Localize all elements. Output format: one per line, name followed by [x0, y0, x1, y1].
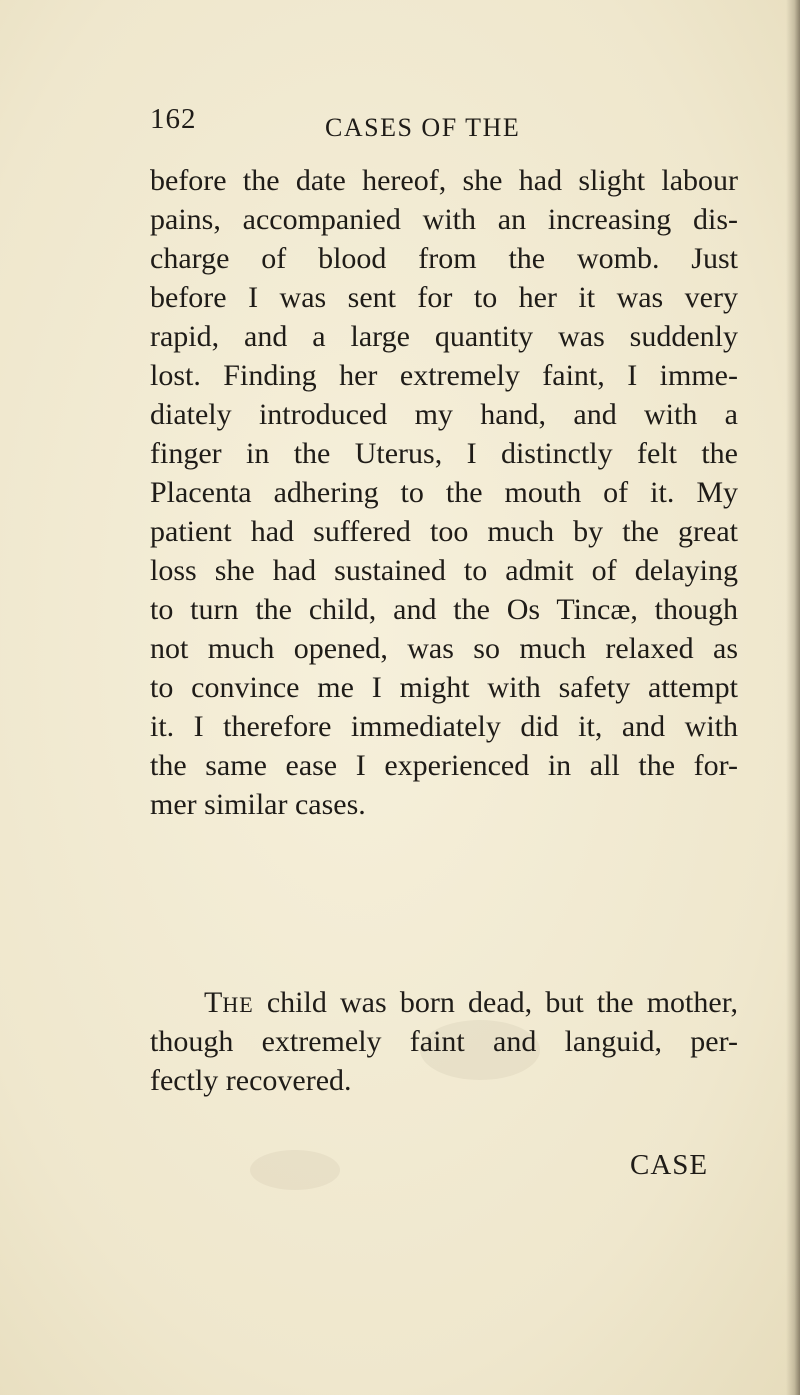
paragraph-2	[150, 983, 738, 1100]
text-line: diately introduced my hand, and with a	[150, 398, 738, 431]
text-line: to turn the child, and the Os Tincæ, though	[150, 593, 738, 626]
page-edge-shadow	[786, 0, 800, 1395]
text-line: the same ease I experienced in all the for-	[150, 749, 738, 782]
text-line: rapid, and a large quantity was suddenly	[150, 320, 738, 353]
text-line: pains, accompanied with an increasing dis-	[150, 203, 738, 236]
page-number: 162	[150, 103, 197, 135]
text-line: loss she had sustained to admit of delaying	[150, 554, 738, 587]
text-line: to convince me I might with safety attempt	[150, 671, 738, 704]
text-line: before I was sent for to her it was very	[150, 281, 738, 314]
text-line: patient had suffered too much by the great	[150, 515, 738, 548]
text-line: finger in the Uterus, I distinctly felt the	[150, 437, 738, 470]
small-caps-initial: T	[204, 986, 223, 1019]
text-line: before the date hereof, she had slight labour	[150, 164, 738, 197]
text-line: not much opened, was so much relaxed as	[150, 632, 738, 665]
paragraph-1	[150, 161, 738, 824]
text-line	[150, 983, 738, 1022]
text-line: though extremely faint and languid, per-	[150, 1025, 738, 1058]
text-line: it. I therefore immediately did it, and with	[150, 710, 738, 743]
text-line: Placenta adhering to the mouth of it. My	[150, 476, 738, 509]
catchword: CASE	[630, 1149, 709, 1181]
text-line: charge of blood from the womb. Just	[150, 242, 738, 275]
text-line: fectly recovered.	[150, 1064, 352, 1097]
paper-stain	[250, 1150, 340, 1190]
running-head: CASES OF THE	[325, 113, 521, 142]
text-line: mer similar cases.	[150, 788, 366, 821]
text-line: lost. Finding her extremely faint, I imme-	[150, 359, 738, 392]
first-line-text: child was born dead, but the mother,	[253, 986, 738, 1019]
small-caps-rest: HE	[222, 992, 254, 1017]
